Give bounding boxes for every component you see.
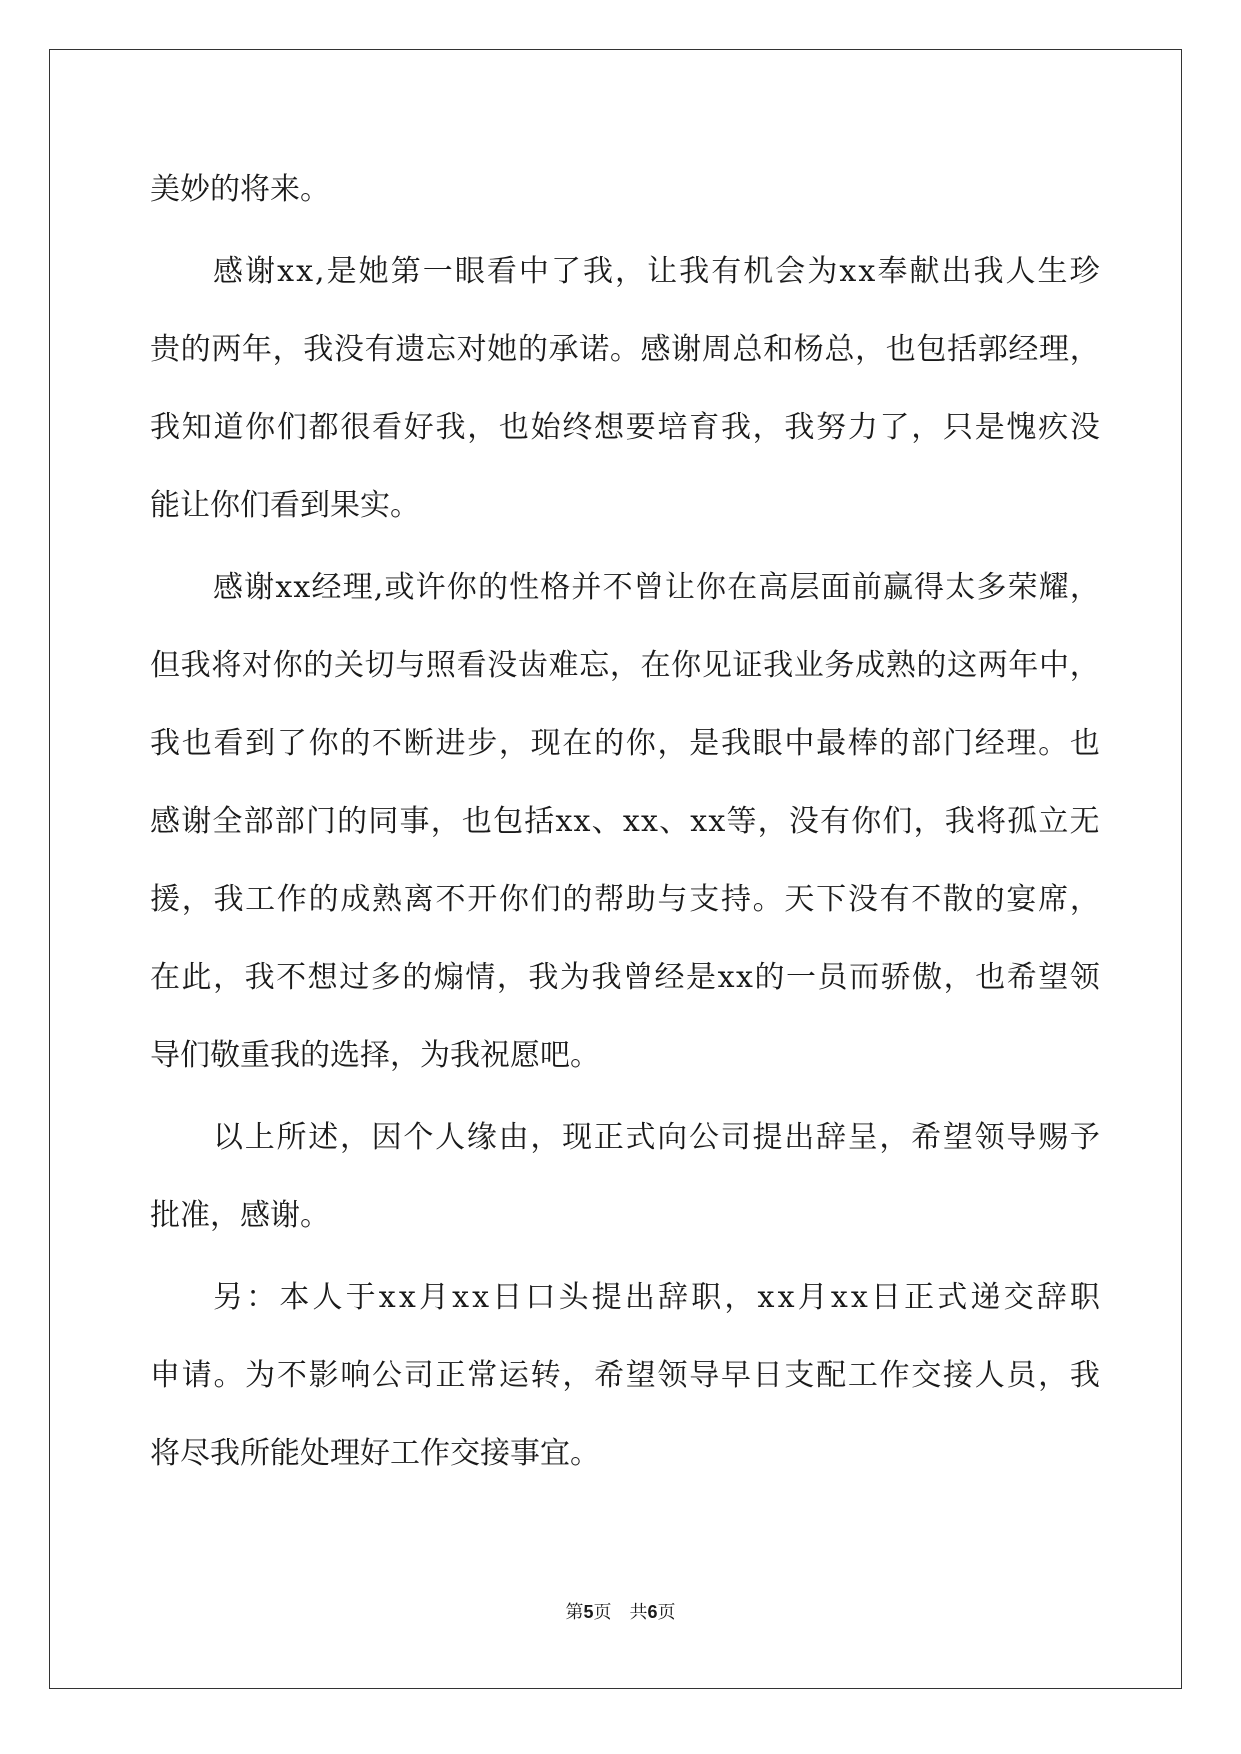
text-line: 批准，感谢。 — [150, 1198, 330, 1233]
total-page-count: 6 — [647, 1602, 658, 1622]
text-line: 美妙的将来。 — [150, 172, 330, 207]
text-line: 我 知 道 你 们 都 很 看 好 我 ， 也 始 终 想 要 培 育 我 ， 我 努 力 了 ， 只 是 愧 疚 没 — [150, 410, 1100, 445]
text-line: 导们敬重我的选择，为我祝愿吧。 — [150, 1038, 600, 1073]
text-line: 能让你们看到果实。 — [150, 488, 420, 523]
text-line: 我 也 看 到 了 你 的 不 断 进 步 ， 现 在 的 你 ， 是 我 眼 中 最 棒 的 部 门 经 理 。 也 — [150, 726, 1100, 761]
text-line: 在 此 ， 我 不 想 过 多 的 煽 情 ， 我 为 我 曾 经 是 x x 的 一 员 而 骄 傲 ， 也 希 望 领 — [150, 960, 1100, 995]
current-page-number: 5 — [583, 1602, 594, 1622]
footer-prefix: 第 — [565, 1602, 584, 1623]
text-line: 援 ， 我 工 作 的 成 熟 离 不 开 你 们 的 帮 助 与 支 持 。 天 下 没 有 不 散 的 宴 席 ， — [150, 882, 1100, 917]
text-line: 但 我 将 对 你 的 关 切 与 照 看 没 齿 难 忘 ， 在 你 见 证 我 业 务 成 熟 的 这 两 年 中 ， — [150, 648, 1100, 683]
text-line: 申 请 。 为 不 影 响 公 司 正 常 运 转 ， 希 望 领 导 早 日 支 配 工 作 交 接 人 员 ， 我 — [150, 1358, 1100, 1393]
text-line: 感 谢 全 部 部 门 的 同 事 ， 也 包 括 x x 、 x x 、 x x 等 ， 没 有 你 们 ， 我 将 孤 立 无 — [150, 804, 1100, 839]
text-line: 感 谢 x x , 是 她 第 一 眼 看 中 了 我 ， 让 我 有 机 会 为 x x 奉 献 出 我 人 生 珍 — [213, 254, 1100, 289]
text-line: 贵 的 两 年 ， 我 没 有 遗 忘 对 她 的 承 诺 。 感 谢 周 总 和 杨 总 ， 也 包 括 郭 经 理 ， — [150, 332, 1100, 367]
page-footer — [0, 1598, 1241, 1624]
text-line: 另 ： 本 人 于 x x 月 x x 日 口 头 提 出 辞 职 ， x x 月 x x 日 正 式 递 交 辞 职 — [213, 1280, 1100, 1315]
footer-middle: 页 共 — [593, 1602, 648, 1623]
text-line: 将尽我所能处理好工作交接事宜。 — [150, 1436, 600, 1471]
text-line: 感 谢 x x 经 理 , 或 许 你 的 性 格 并 不 曾 让 你 在 高 层 面 前 赢 得 太 多 荣 耀 ， — [213, 570, 1100, 605]
footer-suffix: 页 — [657, 1602, 676, 1623]
text-line: 以 上 所 述 ， 因 个 人 缘 由 ， 现 正 式 向 公 司 提 出 辞 呈 ， 希 望 领 导 赐 予 — [213, 1120, 1100, 1155]
